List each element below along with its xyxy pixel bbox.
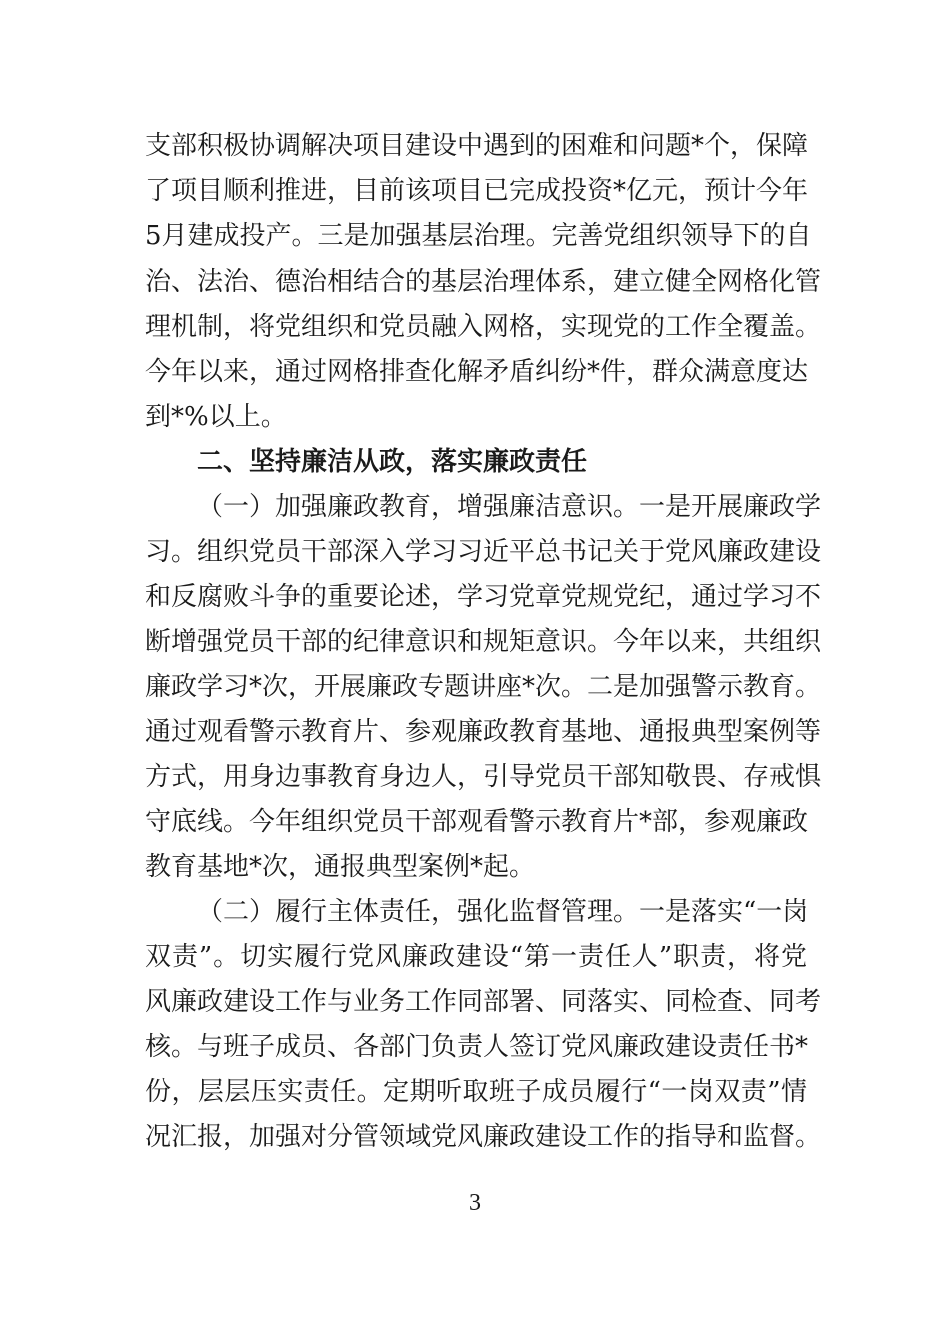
- body-text-line: 断增强党员干部的纪律意识和规矩意识。今年以来，共组织: [145, 627, 822, 657]
- page-number: 3: [469, 1190, 481, 1216]
- body-text-line: 风廉政建设工作与业务工作同部署、同落实、同检查、同考: [145, 987, 822, 1017]
- subsection-first-line: （二）履行主体责任，强化监督管理。一是落实“一岗: [197, 897, 809, 927]
- body-text-line: 况汇报，加强对分管领域党风廉政建设工作的指导和监督。: [145, 1122, 822, 1152]
- body-text-line: 份，层层压实责任。定期听取班子成员履行“一岗双责”情: [145, 1077, 807, 1107]
- body-text-line: 双责”。切实履行党风廉政建设“第一责任人”职责，将党: [145, 942, 807, 972]
- body-text-line: 和反腐败斗争的重要论述，学习党章党规党纪，通过学习不: [145, 582, 822, 612]
- body-text-line: 理机制，将党组织和党员融入网格，实现党的工作全覆盖。: [145, 312, 822, 342]
- body-text-line: 教育基地*次，通报典型案例*起。: [145, 852, 536, 882]
- body-text-line: 核。与班子成员、各部门负责人签订党风廉政建设责任书*: [145, 1032, 809, 1062]
- body-text-line: 治、法治、德治相结合的基层治理体系，建立健全网格化管: [145, 267, 822, 297]
- section-heading: 二、坚持廉洁从政，落实廉政责任: [197, 447, 588, 477]
- body-text-line: 到*%以上。: [145, 402, 287, 432]
- body-text-line: 了项目顺利推进，目前该项目已完成投资*亿元，预计今年: [145, 176, 809, 206]
- subsection-first-line: （一）加强廉政教育，增强廉洁意识。一是开展廉政学: [197, 492, 822, 522]
- body-text-line: 守底线。今年组织党员干部观看警示教育片*部，参观廉政: [145, 807, 809, 837]
- body-text-line: 5月建成投产。三是加强基层治理。完善党组织领导下的自: [145, 221, 812, 251]
- body-text-line: 今年以来，通过网格排查化解矛盾纠纷*件，群众满意度达: [145, 357, 809, 387]
- body-text-line: 方式，用身边事教育身边人，引导党员干部知敬畏、存戒惧: [145, 762, 822, 792]
- body-text-line: 支部积极协调解决项目建设中遇到的困难和问题*个，保障: [145, 131, 809, 161]
- body-text-line: 廉政学习*次，开展廉政专题讲座*次。二是加强警示教育。: [145, 672, 822, 702]
- body-text-line: 通过观看警示教育片、参观廉政教育基地、通报典型案例等: [145, 717, 822, 747]
- body-text-line: 习。组织党员干部深入学习习近平总书记关于党风廉政建设: [145, 537, 822, 567]
